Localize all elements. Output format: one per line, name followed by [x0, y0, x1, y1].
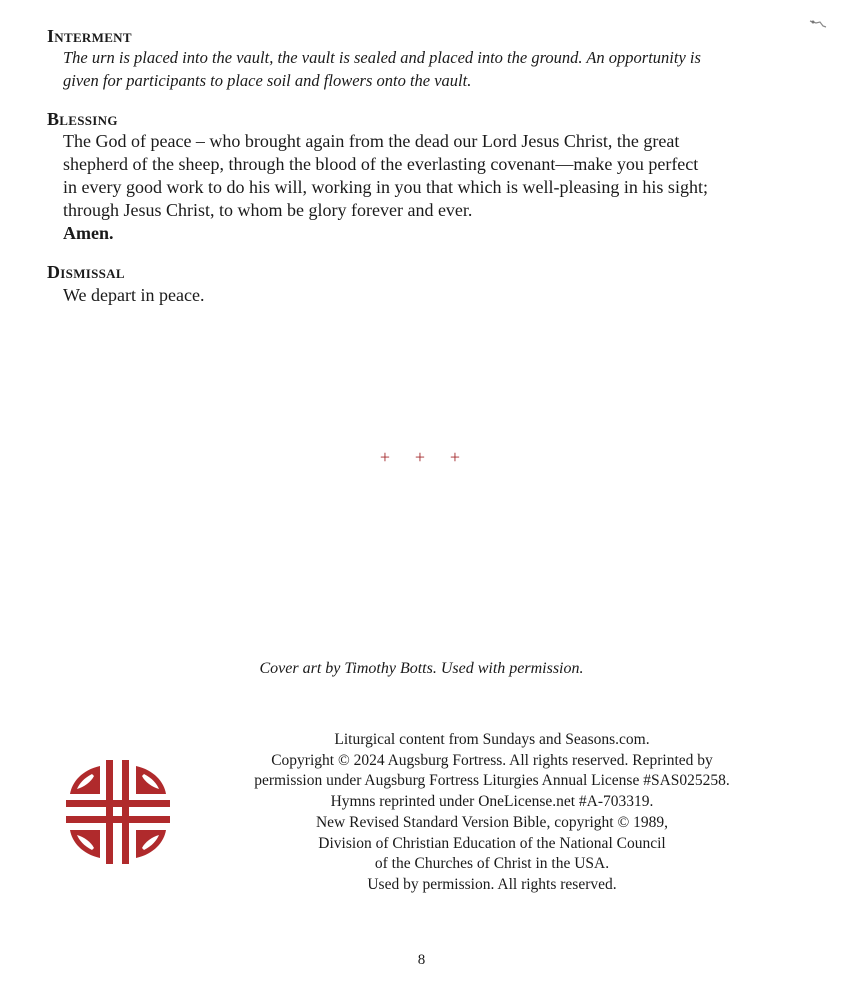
blessing-line-3: in every good work to do his will, working in you that which is well-pleasing in his sight;	[63, 177, 708, 197]
interment-rubric	[63, 46, 803, 92]
blessing-line-2: shepherd of the sheep, through the blood of the everlasting covenant—make you perfect	[63, 154, 699, 174]
dismissal-text: We depart in peace.	[63, 285, 205, 305]
copyright-line-5: New Revised Standard Version Bible, copyright © 1989,	[315, 813, 668, 831]
scan-speck-mark	[808, 18, 830, 30]
copyright-line-3: permission under Augsburg Fortress Liturgies Annual License #SAS025258.	[254, 772, 730, 790]
copyright-line-2: Copyright © 2024 Augsburg Fortress. All rights reserved. Reprinted by	[271, 751, 713, 769]
dismissal-heading: Dismissal	[47, 262, 125, 282]
blessing-response: Amen.	[63, 223, 114, 243]
copyright-block	[200, 730, 784, 896]
ornament-cross-1: +	[379, 447, 391, 467]
ornament-crosses	[376, 447, 464, 468]
ornament-cross-2: +	[414, 447, 426, 467]
blessing-line-1: The God of peace – who brought again from the dead our Lord Jesus Christ, the great	[63, 131, 680, 151]
copyright-line-6: Division of Christian Education of the National Council	[318, 834, 666, 852]
blessing-text	[63, 130, 803, 245]
page-number: 8	[417, 952, 426, 968]
copyright-line-8: Used by permission. All rights reserved.	[367, 875, 617, 893]
interment-rubric-line-2: given for participants to place soil and flowers onto the vault.	[63, 71, 472, 90]
cover-art-credit: Cover art by Timothy Botts. Used with permission.	[259, 660, 584, 677]
copyright-line-1: Liturgical content from Sundays and Seasons.com.	[334, 731, 650, 748]
interment-rubric-line-1: The urn is placed into the vault, the vault is sealed and placed into the ground. An opportunity is	[63, 48, 701, 67]
ornament-cross-3: +	[449, 447, 461, 467]
copyright-line-4: Hymns reprinted under OneLicense.net #A-703319.	[330, 793, 654, 811]
interment-heading: Interment	[47, 26, 132, 46]
blessing-heading: Blessing	[47, 109, 118, 129]
blessing-line-4: through Jesus Christ, to whom be glory forever and ever.	[63, 200, 473, 220]
cross-logo-icon	[64, 758, 172, 866]
copyright-line-7: of the Churches of Christ in the USA.	[374, 855, 610, 873]
